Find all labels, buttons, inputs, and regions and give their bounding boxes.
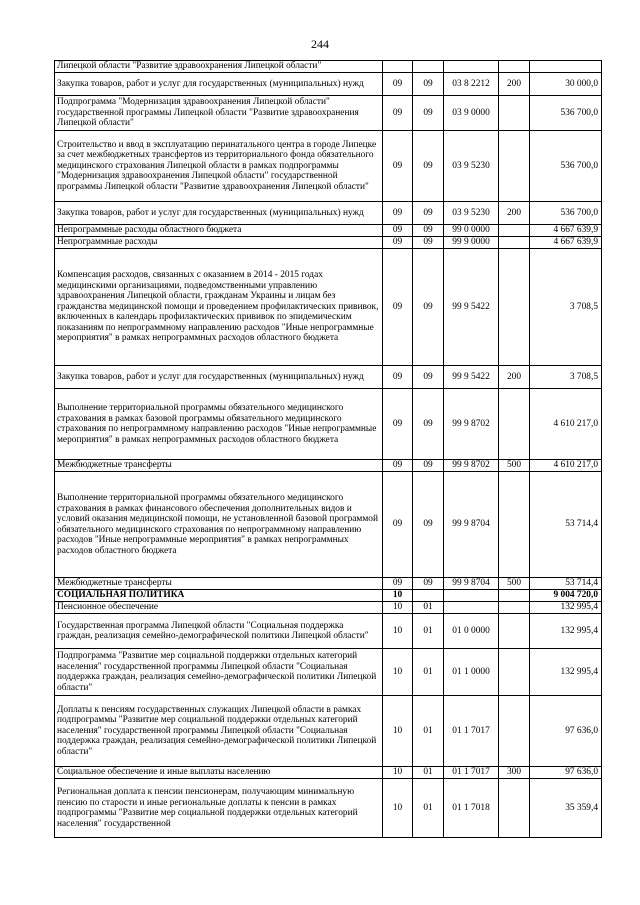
cell-amount: 30 000,0 — [530, 73, 602, 96]
cell-target-article: 99 0 0000 — [444, 225, 499, 237]
cell-expense-type — [499, 249, 530, 366]
cell-section — [383, 61, 413, 73]
cell-name: Социальное обеспечение и иные выплаты населению — [55, 767, 383, 779]
cell-expense-type: 200 — [499, 73, 530, 96]
cell-expense-type — [499, 237, 530, 249]
cell-subsection: 09 — [413, 249, 444, 366]
table-row — [55, 472, 602, 578]
cell-subsection: 09 — [413, 366, 444, 389]
cell-target-article — [444, 602, 499, 614]
cell-subsection: 01 — [413, 649, 444, 696]
table-row — [55, 767, 602, 779]
table-row — [55, 649, 602, 696]
cell-expense-type — [499, 96, 530, 131]
table-row — [55, 614, 602, 649]
cell-name: Региональная доплата к пенсии пенсионерам, получающим минимальную пенсию по старости и иные региональные доплаты к пенсии в рамках подпрограммы "Развитие мер социальной поддержки отдельных категорий населения" государственной — [55, 779, 383, 838]
cell-amount: 97 636,0 — [530, 767, 602, 779]
cell-expense-type — [499, 472, 530, 578]
cell-subsection: 09 — [413, 578, 444, 590]
cell-expense-type: 300 — [499, 767, 530, 779]
cell-expense-type: 500 — [499, 578, 530, 590]
cell-amount: 132 995,4 — [530, 614, 602, 649]
cell-subsection: 01 — [413, 779, 444, 838]
cell-section: 10 — [383, 649, 413, 696]
cell-target-article: 03 8 2212 — [444, 73, 499, 96]
cell-subsection: 01 — [413, 602, 444, 614]
cell-target-article: 01 1 7017 — [444, 696, 499, 767]
cell-target-article: 03 9 5230 — [444, 131, 499, 202]
cell-subsection: 01 — [413, 696, 444, 767]
cell-expense-type — [499, 602, 530, 614]
cell-target-article — [444, 61, 499, 73]
cell-target-article: 01 1 7018 — [444, 779, 499, 838]
cell-expense-type — [499, 225, 530, 237]
table-row — [55, 389, 602, 460]
cell-name: Государственная программа Липецкой области "Социальная поддержка граждан, реализация семейно-демографической политики Липецкой области" — [55, 614, 383, 649]
cell-amount: 53 714,4 — [530, 472, 602, 578]
cell-target-article: 99 9 0000 — [444, 237, 499, 249]
cell-section: 09 — [383, 225, 413, 237]
page-number: 244 — [311, 37, 329, 51]
table-row — [55, 73, 602, 96]
cell-amount: 132 995,4 — [530, 649, 602, 696]
cell-name: Межбюджетные трансферты — [55, 460, 383, 472]
cell-target-article: 99 9 8704 — [444, 472, 499, 578]
cell-expense-type: 200 — [499, 366, 530, 389]
cell-expense-type — [499, 614, 530, 649]
cell-subsection: 09 — [413, 202, 444, 225]
cell-amount: 132 995,4 — [530, 602, 602, 614]
cell-target-article: 03 9 0000 — [444, 96, 499, 131]
cell-expense-type — [499, 389, 530, 460]
cell-subsection: 09 — [413, 96, 444, 131]
cell-amount: 35 359,4 — [530, 779, 602, 838]
table-row — [55, 237, 602, 249]
cell-expense-type — [499, 649, 530, 696]
cell-expense-type — [499, 590, 530, 602]
cell-subsection: 09 — [413, 73, 444, 96]
cell-name: Закупка товаров, работ и услуг для государственных (муниципальных) нужд — [55, 73, 383, 96]
cell-name: Липецкой области "Развитие здравоохранения Липецкой области" — [55, 61, 383, 73]
cell-name: Закупка товаров, работ и услуг для государственных (муниципальных) нужд — [55, 366, 383, 389]
cell-section: 10 — [383, 614, 413, 649]
cell-section: 10 — [383, 779, 413, 838]
table-row — [55, 460, 602, 472]
cell-name: Подпрограмма "Модернизация здравоохранения Липецкой области" государственной программы Липецкой области "Развитие здравоохранения Липецкой области" — [55, 96, 383, 131]
cell-amount: 9 004 720,0 — [530, 590, 602, 602]
cell-section: 10 — [383, 767, 413, 779]
cell-subsection: 09 — [413, 472, 444, 578]
cell-target-article: 01 1 7017 — [444, 767, 499, 779]
cell-amount: 4 610 217,0 — [530, 460, 602, 472]
cell-subsection: 09 — [413, 225, 444, 237]
cell-target-article: 99 9 5422 — [444, 366, 499, 389]
cell-target-article: 03 9 5230 — [444, 202, 499, 225]
cell-section: 09 — [383, 249, 413, 366]
cell-expense-type — [499, 131, 530, 202]
cell-amount: 4 667 639,9 — [530, 237, 602, 249]
cell-amount: 3 708,5 — [530, 249, 602, 366]
cell-amount: 97 636,0 — [530, 696, 602, 767]
cell-expense-type — [499, 61, 530, 73]
cell-amount: 3 708,5 — [530, 366, 602, 389]
cell-target-article — [444, 590, 499, 602]
cell-target-article: 01 1 0000 — [444, 649, 499, 696]
cell-section: 10 — [383, 602, 413, 614]
cell-expense-type: 200 — [499, 202, 530, 225]
cell-name: Выполнение территориальной программы обязательного медицинского страхования в рамках финансового обеспечения дополнительных видов и условий оказания медицинской помощи, не установленной базовой программой обязательного медицинского страхования по непрограммному направлению расходов "Иные непрограммные мероприятия" в рамках непрограммных расходов областного бюджета — [55, 472, 383, 578]
table-row — [55, 249, 602, 366]
cell-subsection: 09 — [413, 237, 444, 249]
table-row — [55, 590, 602, 602]
table-row — [55, 225, 602, 237]
table-row — [55, 96, 602, 131]
cell-section: 09 — [383, 460, 413, 472]
cell-subsection: 09 — [413, 389, 444, 460]
cell-target-article: 01 0 0000 — [444, 614, 499, 649]
cell-amount: 536 700,0 — [530, 96, 602, 131]
cell-section: 09 — [383, 73, 413, 96]
cell-section: 09 — [383, 472, 413, 578]
table-row — [55, 696, 602, 767]
cell-expense-type — [499, 696, 530, 767]
cell-subsection — [413, 61, 444, 73]
cell-section: 09 — [383, 131, 413, 202]
cell-name: СОЦИАЛЬНАЯ ПОЛИТИКА — [55, 590, 383, 602]
table-row — [55, 779, 602, 838]
cell-name: Доплаты к пенсиям государственных служащих Липецкой области в рамках подпрограммы "Развитие мер социальной поддержки отдельных категорий населения" государственной программы Липецкой области "Социальная поддержка граждан, реализация семейно-демографической политики Липецкой области" — [55, 696, 383, 767]
cell-subsection — [413, 590, 444, 602]
cell-target-article: 99 9 8702 — [444, 460, 499, 472]
cell-section: 10 — [383, 696, 413, 767]
table-row — [55, 202, 602, 225]
cell-section: 10 — [383, 590, 413, 602]
cell-name: Подпрограмма "Развитие мер социальной поддержки отдельных категорий населения" государственной программы Липецкой области "Социальная поддержка граждан, реализация семейно-демографической политики Липецкой области" — [55, 649, 383, 696]
cell-subsection: 09 — [413, 460, 444, 472]
table-row — [55, 578, 602, 590]
cell-amount: 536 700,0 — [530, 202, 602, 225]
table-row — [55, 61, 602, 73]
cell-expense-type — [499, 779, 530, 838]
cell-name: Непрограммные расходы областного бюджета — [55, 225, 383, 237]
budget-table — [54, 60, 602, 838]
cell-section: 09 — [383, 389, 413, 460]
cell-name: Выполнение территориальной программы обязательного медицинского страхования в рамках базовой программы обязательного медицинского страхования по непрограммному направлению расходов "Иные непрограммные мероприятия" в рамках непрограммных расходов областного бюджета — [55, 389, 383, 460]
cell-subsection: 01 — [413, 767, 444, 779]
cell-expense-type: 500 — [499, 460, 530, 472]
cell-amount: 4 610 217,0 — [530, 389, 602, 460]
table-row — [55, 366, 602, 389]
cell-target-article: 99 9 8702 — [444, 389, 499, 460]
cell-section: 09 — [383, 237, 413, 249]
cell-name: Строительство и ввод в эксплуатацию перинатального центра в городе Липецке за счет межбюджетных трансфертов из территориального фонда обязательного медицинского страхования Липецкой области в рамках подпрограммы "Модернизация здравоохранения Липецкой области" государственной программы Липецкой области "Развитие здравоохранения Липецкой области" — [55, 131, 383, 202]
cell-amount: 53 714,4 — [530, 578, 602, 590]
cell-amount — [530, 61, 602, 73]
cell-name: Закупка товаров, работ и услуг для государственных (муниципальных) нужд — [55, 202, 383, 225]
cell-name: Непрограммные расходы — [55, 237, 383, 249]
cell-subsection: 09 — [413, 131, 444, 202]
cell-section: 09 — [383, 578, 413, 590]
table-row — [55, 602, 602, 614]
cell-target-article: 99 9 8704 — [444, 578, 499, 590]
table-row — [55, 131, 602, 202]
cell-name: Межбюджетные трансферты — [55, 578, 383, 590]
cell-name: Пенсионное обеспечение — [55, 602, 383, 614]
cell-name: Компенсация расходов, связанных с оказанием в 2014 - 2015 годах медицинскими организациями, подведомственными управлению здравоохранения Липецкой области, гражданам Украины и лицам без гражданства медицинской помощи и проведением профилактических прививок, включенных в календарь профилактических прививок по эпидемическим показаниям по непрограммному направлению расходов "Иные непрограммные мероприятия" в рамках непрограммных расходов областного бюджета — [55, 249, 383, 366]
cell-section: 09 — [383, 366, 413, 389]
cell-subsection: 01 — [413, 614, 444, 649]
cell-target-article: 99 9 5422 — [444, 249, 499, 366]
cell-amount: 4 667 639,9 — [530, 225, 602, 237]
cell-section: 09 — [383, 202, 413, 225]
cell-section: 09 — [383, 96, 413, 131]
cell-amount: 536 700,0 — [530, 131, 602, 202]
budget-table-body — [55, 61, 602, 838]
